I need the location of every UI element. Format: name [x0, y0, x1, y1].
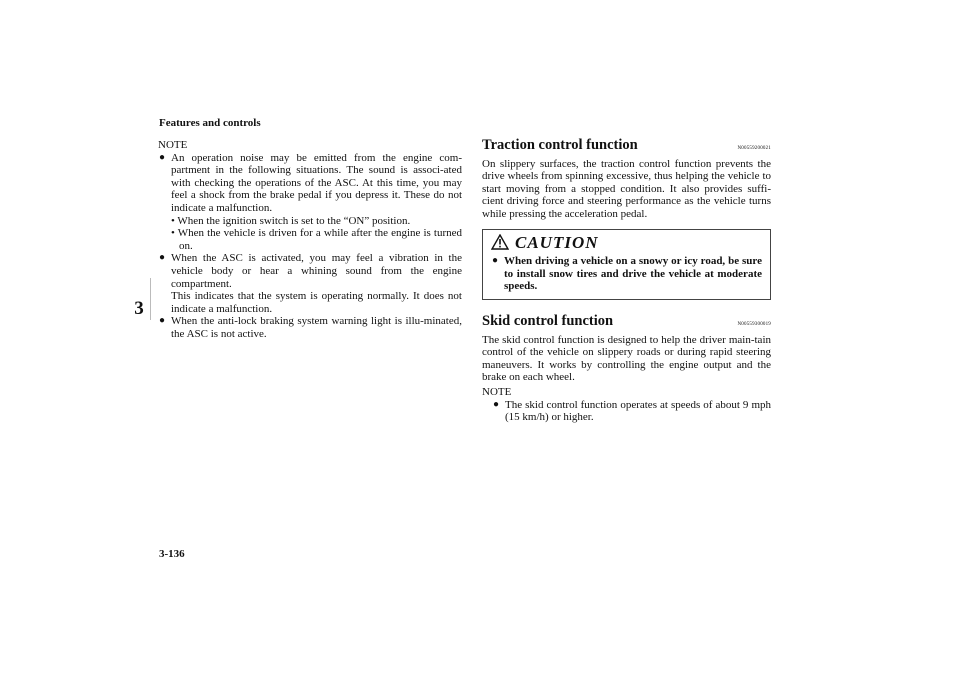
bullet-icon: ● [159, 252, 166, 264]
skid-section [482, 312, 771, 424]
note-bullet [492, 399, 771, 424]
note-label: NOTE [158, 139, 188, 151]
section-heading: Skid control function [482, 312, 614, 329]
caution-title: CAUTION [515, 233, 599, 253]
bullet-text: When the anti-lock braking system warning light is illu-minated, the ASC is not active. [171, 315, 462, 340]
note-bullet [158, 315, 462, 340]
bullet-text: When the ASC is activated, you may feel a vibration in the vehicle body or hear a whining sound from the engine compartment. [171, 252, 462, 290]
bullet-icon: ● [159, 315, 166, 327]
bullet-text: The skid control function operates at speeds of about 9 mph (15 km/h) or higher. [505, 398, 771, 424]
note-label: NOTE [482, 385, 512, 398]
skid-section-title [482, 312, 771, 332]
chapter-number: 3 [134, 298, 144, 319]
page-header: Features and controls [159, 117, 261, 129]
bullet-icon: ● [493, 398, 500, 410]
bullet-icon: ● [159, 151, 166, 163]
caution-bullet [491, 255, 762, 293]
traction-section-title [482, 139, 771, 156]
section-code: N00559200021 [737, 146, 771, 151]
note-bullet [158, 252, 462, 315]
warning-triangle-icon [491, 234, 515, 254]
section-code: N00559300019 [737, 321, 771, 327]
right-column [482, 139, 771, 424]
page-number: 3-136 [159, 548, 185, 560]
note-bullet [158, 152, 462, 253]
traction-body: On slippery surfaces, the traction control function prevents the drive wheels from spinning excessive, thus helping the vehicle to start moving from a stopped condition. It also provides suffi-cient driving force and steering performance as the vehicle turns while pressing the acceleration pedal. [482, 157, 771, 220]
caution-text: When driving a vehicle on a snowy or icy road, be sure to install snow tires and drive the vehicle at moderate speeds. [504, 255, 762, 293]
bullet-icon: ● [492, 255, 499, 267]
bullet-subitem: • When the vehicle is driven for a while after the engine is turned on. [171, 227, 462, 252]
caution-box [482, 229, 771, 300]
bullet-extra-text: This indicates that the system is operating normally. It does not indicate a malfunction. [171, 290, 462, 315]
left-column [158, 139, 462, 341]
chapter-tab [128, 278, 151, 320]
bullet-text: An operation noise may be emitted from the engine com-partment in the following situations. The sound is associ-ated with checking the operations of the ASC. At this time, you may feel a shock from the brake pedal if you depress it. These do not indicate a malfunction. [171, 151, 462, 214]
section-heading: Traction control function [482, 137, 638, 153]
skid-body: The skid control function is designed to help the driver main-tain control of the vehicle on slippery roads or during rapid steering maneuvers. It works by controlling the engine output and the brake on each wheel. [482, 333, 771, 384]
bullet-subitem: • When the ignition switch is set to the “ON” position. [171, 214, 411, 227]
